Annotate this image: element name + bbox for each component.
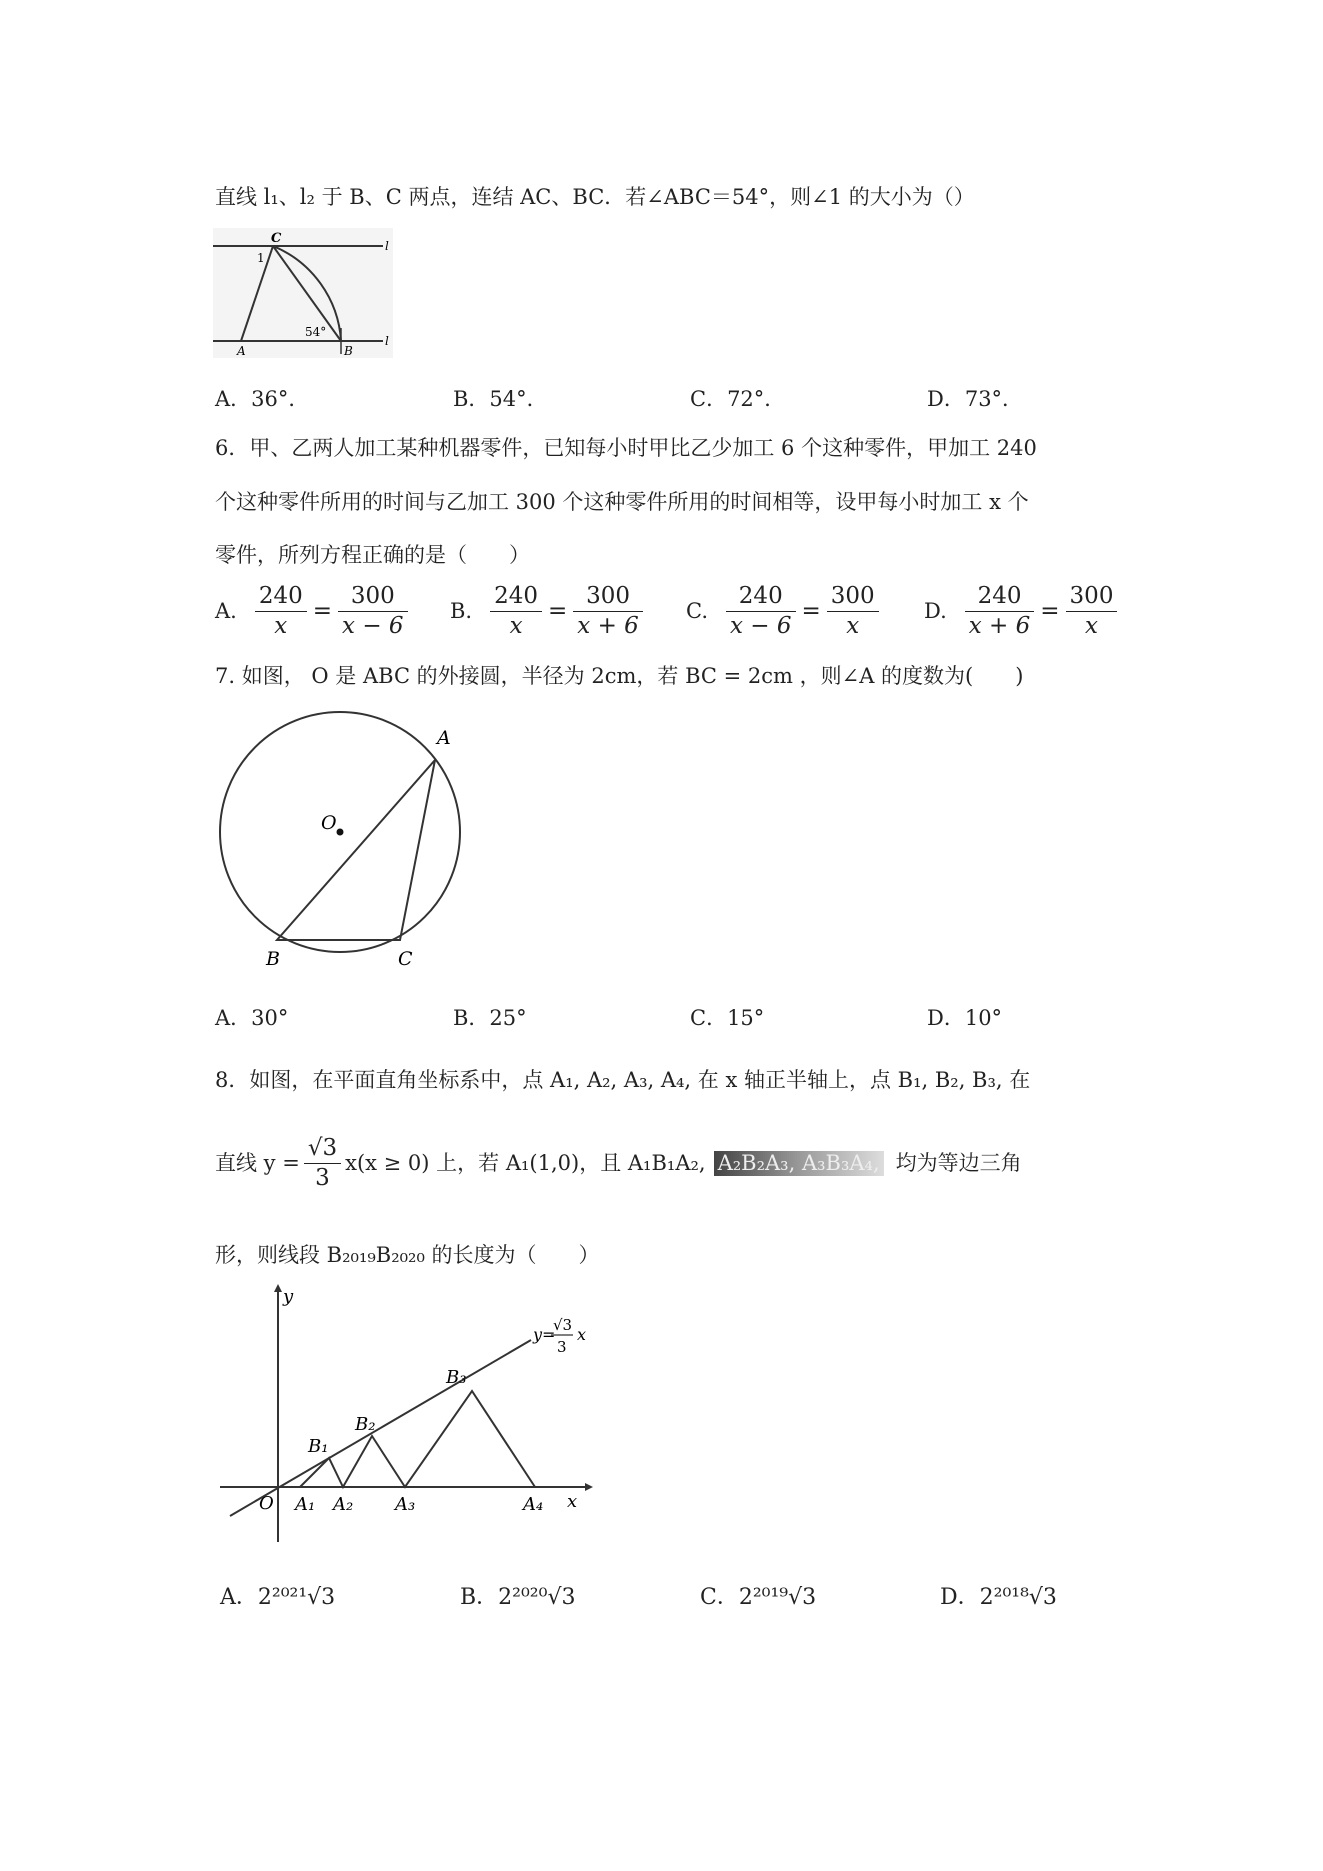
q7-figure: [205, 708, 475, 978]
line-eq-num: √3: [553, 1316, 573, 1334]
label-A2: A₂: [333, 1494, 354, 1515]
q6-option-b[interactable]: B. $\frac{240}{x}$ = $\frac{300}{x + 6}$: [450, 582, 647, 641]
label-O: O: [259, 1493, 274, 1514]
fraction-left: $\frac{240}{x}$: [255, 582, 307, 641]
label-A: A: [237, 344, 246, 358]
q6-line1: 6．甲、乙两人加工某种机器零件，已知每小时甲比乙少加工 6 个这种零件，甲加工 240: [215, 436, 1037, 460]
obscured-text: A₂B₂A₃, A₃B₃A₄,: [714, 1151, 884, 1176]
q8-line2: 直线 y = $\frac{√3}{3}$ x(x ≥ 0) 上，若 A₁(1,0)，且 A₁B₁A₂, A₂B₂A₃, A₃B₃A₄, 均为等边三角: [215, 1135, 1022, 1191]
line-eq-x: x: [577, 1325, 587, 1344]
q8-figure: [215, 1280, 615, 1550]
label-B: B: [344, 344, 353, 358]
label-y: y: [283, 1286, 294, 1307]
label-B3: B₃: [446, 1367, 467, 1388]
fraction-right: $\frac{300}{x}$: [827, 582, 879, 641]
fraction-right: $\frac{300}{x + 6}$: [573, 582, 643, 641]
label-C: C: [398, 948, 413, 970]
center-point: [337, 829, 344, 836]
q5-option-c[interactable]: C．72°．: [690, 387, 786, 411]
option-label: A.: [215, 599, 237, 624]
label-O: O: [321, 812, 337, 834]
q7-stem: 7. 如图， O 是 ABC 的外接圆，半径为 2cm，若 BC = 2cm ，则∠A 的度数为( ): [215, 664, 1024, 688]
q5-figure: [213, 228, 393, 358]
q8-option-c[interactable]: C．2²⁰¹⁹√3: [700, 1585, 817, 1610]
label-l1: l: [385, 239, 389, 253]
q6-line2: 个这种零件所用的时间与乙加工 300 个这种零件所用的时间相等，设甲每小时加工 x 个: [215, 490, 1029, 514]
q8-option-b[interactable]: B．2²⁰²⁰√3: [460, 1585, 576, 1610]
q5-stem: 直线 l₁、l₂ 于 B、C 两点，连结 AC、BC．若∠ABC＝54°，则∠1 的大小为（）: [215, 185, 975, 209]
q8-option-d[interactable]: D．2²⁰¹⁸√3: [940, 1585, 1057, 1610]
label-A1: A₁: [295, 1494, 316, 1515]
label-1: 1: [257, 251, 265, 265]
option-label: D.: [924, 599, 947, 624]
option-label: C.: [686, 599, 708, 624]
sqrt3-over-3: $\frac{√3}{3}$: [304, 1134, 341, 1193]
option-label: B.: [450, 599, 473, 624]
label-B1: B₁: [308, 1436, 329, 1457]
q5-option-b[interactable]: B．54°．: [453, 387, 548, 411]
line-eq-den: 3: [557, 1338, 567, 1356]
fraction-left: $\frac{240}{x + 6}$: [965, 582, 1035, 641]
q7-option-b[interactable]: B．25°: [453, 1006, 527, 1030]
q7-option-d[interactable]: D．10°: [927, 1006, 1003, 1030]
q5-option-a[interactable]: A．36°．: [215, 387, 310, 411]
line-eq-prefix: y=: [533, 1325, 556, 1344]
q6-option-a[interactable]: A. $\frac{240}{x}$ = $\frac{300}{x - 6}$: [215, 582, 412, 641]
triangle-ABC: [277, 760, 435, 940]
q6-line3: 零件，所列方程正确的是（ ）: [215, 543, 530, 567]
fraction-right: $\frac{300}{x}$: [1066, 582, 1118, 641]
q8-line1: 8．如图，在平面直角坐标系中，点 A₁, A₂, A₃, A₄, 在 x 轴正半轴上，点 B₁, B₂, B₃, 在: [215, 1068, 1031, 1092]
label-A4: A₄: [523, 1494, 544, 1515]
line-y-sqrt3-over-3-x: [230, 1340, 531, 1516]
fraction-left: $\frac{240}{x - 6}$: [726, 582, 796, 641]
q7-option-c[interactable]: C．15°: [690, 1006, 765, 1030]
label-C: C: [271, 231, 282, 246]
q5-option-d[interactable]: D．73°．: [927, 387, 1024, 411]
fraction-right: $\frac{300}{x - 6}$: [338, 582, 408, 641]
q8-option-a[interactable]: A．2²⁰²¹√3: [220, 1585, 336, 1610]
label-B2: B₂: [355, 1414, 376, 1435]
label-x: x: [567, 1491, 578, 1512]
fraction-left: $\frac{240}{x}$: [490, 582, 542, 641]
q6-option-d[interactable]: D. $\frac{240}{x + 6}$ = $\frac{300}{x}$: [924, 582, 1121, 641]
q6-option-c[interactable]: C. $\frac{240}{x - 6}$ = $\frac{300}{x}$: [686, 582, 883, 641]
label-B: B: [266, 948, 280, 970]
q7-option-a[interactable]: A．30°: [215, 1006, 289, 1030]
label-A: A: [437, 727, 451, 749]
label-54: 54°: [305, 325, 327, 339]
q8-line3: 形，则线段 B₂₀₁₉B₂₀₂₀ 的长度为（ ）: [215, 1243, 600, 1267]
label-l2: l: [385, 334, 389, 348]
label-A3: A₃: [395, 1494, 416, 1515]
